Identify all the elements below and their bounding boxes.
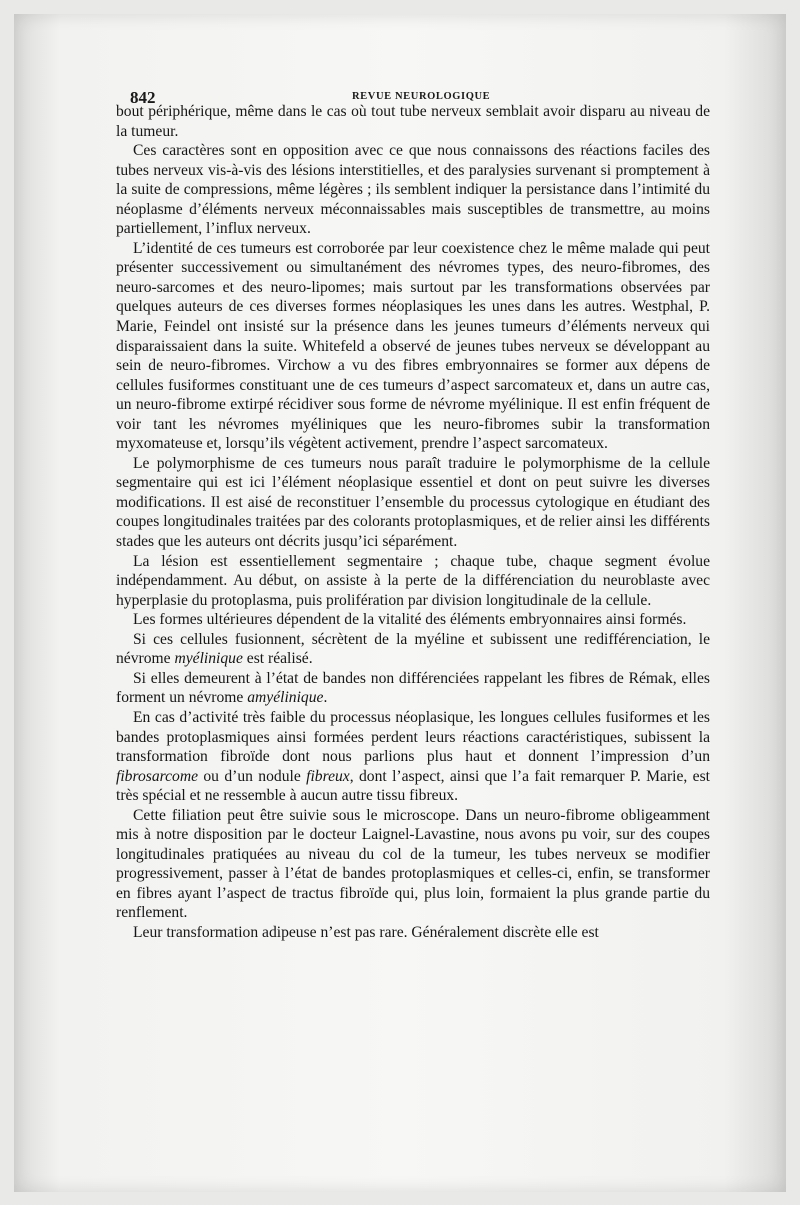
paragraph	[116, 141, 710, 239]
text-run: Leur transformation adipeuse n’est pas rare. Généralement discrète elle est	[133, 923, 599, 941]
text-run: bout périphérique, même dans le cas où tout tube nerveux semblait avoir disparu au niveau de la tumeur.	[116, 103, 710, 140]
text-run: Si ces cellules fusionnent, sécrètent de la myéline et subissent une redifférenciation, le névrome	[116, 630, 710, 668]
italic-term: fibrosarcome	[116, 767, 199, 785]
paragraph	[116, 239, 710, 454]
paragraph	[116, 630, 710, 669]
text-run: Les formes ultérieures dépendent de la vitalité des éléments embryonnaires ainsi formés.	[133, 611, 687, 629]
page-number: 842	[130, 88, 156, 107]
text-run: En cas d’activité très faible du processus néoplasique, les longues cellules fusiformes et les bandes protoplasmiques ainsi formées perdent leurs réactions caractéristiques, subissent la transformation fibroïde dont nous parlions plus haut et donnent l’impression d’un	[116, 708, 710, 766]
paragraph	[116, 669, 710, 708]
text-run: Le polymorphisme de ces tumeurs nous paraît traduire le polymorphisme de la cellule segmentaire qui est ici l’élément néoplasique essentiel et dont on peut suivre les diverses modifications. Il est aisé de reconstituer l’ensemble du processus cytologique en étudiant des coupes longitudinales traitées par des colorants protoplasmiques, et de relier ainsi les différents stades que les auteurs ont décrits jusqu’ici séparément.	[116, 454, 710, 551]
text-run: Cette filiation peut être suivie sous le microscope. Dans un neuro-fibrome obligeamment mis à notre disposition par le docteur Laignel-Lavastine, nous avons pu voir, sur des coupes longitudinales pratiquées au niveau du col de la tumeur, les tubes nerveux se modifier progressivement, passer à l’état de bandes protoplasmiques et celles-ci, enfin, se transformer en fibres ayant l’aspect de tractus fibroïde qui, plus loin, formaient la plus grande partie du renflement.	[116, 806, 710, 922]
text-run: Ces caractères sont en opposition avec ce que nous connaissons des réactions faciles des tubes nerveux vis-à-vis des lésions interstitielles, et des paralysies survenant si promptement à la suite de compressions, même légères ; ils semblent indiquer la persistance dans l’intimité du néoplasme d’éléments nerveux méconnaissables mais susceptibles de transmettre, au moins partiellement, l’influx nerveux.	[116, 142, 710, 238]
italic-term: fibreux	[306, 767, 350, 785]
paragraph	[116, 806, 710, 923]
italic-term: amyélinique	[247, 689, 324, 707]
running-title: REVUE NEUROLOGIQUE	[352, 91, 491, 102]
paragraph	[116, 552, 710, 611]
text-run: , dont l’aspect, ainsi que l’a fait remarquer P. Marie, est très spécial et ne ressemble à aucun autre tissu fibreux.	[116, 767, 710, 805]
body-text	[116, 102, 710, 943]
paragraph	[116, 102, 710, 141]
text-run: La lésion est essentiellement segmentaire ; chaque tube, chaque segment évolue indépendamment. Au début, on assiste à la perte de la différenciation du neuroblaste avec hyperplasie du protoplasma, puis prolifération par division longitudinale de la cellule.	[116, 552, 710, 609]
italic-term: myélinique	[174, 650, 243, 668]
text-run: ou d’un nodule	[198, 767, 307, 785]
paragraph	[116, 708, 710, 806]
text-run: L’identité de ces tumeurs est corroborée par leur coexistence chez le même malade qui peut présenter successivement ou simultanément des névromes types, des neuro-fibromes, des neuro-sarcomes et des neuro-lipomes; mais surtout par les transformations observées par quelques auteurs de ces diverses formes néoplasiques les unes dans les autres. Westphal, P. Marie, Feindel ont insisté sur la présence dans les jeunes tumeurs d’éléments nerveux qui disparaissaient dans la suite. Whitefeld a observé de jeunes tubes nerveux se développant au sein de neuro-fibromes. Virchow a vu des fibres embryonnaires se former aux dépens de cellules fusiformes constituant une de ces tumeurs d’aspect sarcomateux et, dans un autre cas, un neuro-fibrome extirpé récidiver sous forme de névrome myélinique. Il est enfin fréquent de voir tant les névromes myéliniques que les neuro-fibromes subir la transformation myxomateuse et, lorsqu’ils végètent activement, prendre l’aspect sarcomateux.	[116, 239, 710, 453]
paragraph	[116, 923, 710, 943]
text-run: est réalisé.	[242, 650, 313, 668]
text-run: Si elles demeurent à l’état de bandes non différenciées rappelant les fibres de Rémak, elles forment un névrome	[116, 669, 710, 707]
paragraph	[116, 454, 710, 552]
text-run: .	[323, 689, 328, 707]
paragraph	[116, 610, 710, 630]
